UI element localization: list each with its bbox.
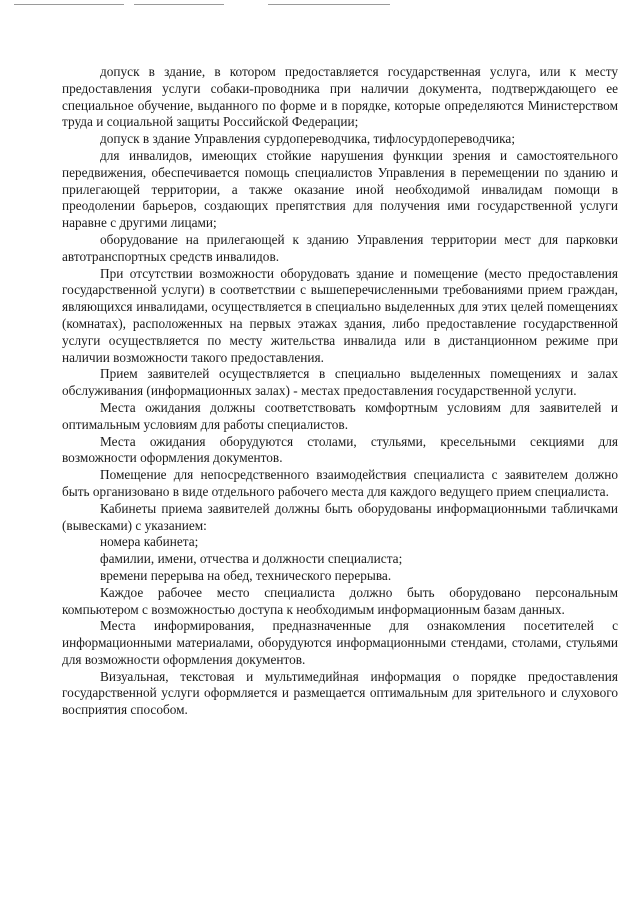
paragraph-reception-halls: Прием заявителей осуществляется в специально выделенных помещениях и залах обслуживания (информационных залах) - местах предоставления государственной услуги. bbox=[62, 366, 618, 399]
paragraph-waiting-furniture: Места ожидания оборудуются столами, стульями, кресельными секциями для возможности оформления документов. bbox=[62, 433, 618, 466]
list-item-room-number: номера кабинета; bbox=[100, 534, 199, 550]
scan-top-line bbox=[268, 4, 390, 5]
paragraph-visual-info: Визуальная, текстовая и мультимедийная информация о порядке предоставления государственной услуги оформляется и размещается оптимальным для зрительного и слухового восприятия способом. bbox=[62, 668, 618, 718]
paragraph-guide-dog-access: допуск в здание, в котором предоставляется государственная услуга, или к месту предоставления услуги собаки-проводника при наличии документа, подтверждающего ее специальное обучение, выданного по форме и в порядке, которые определяются Министерством труда и социальной защиты Российской Федерации; bbox=[62, 64, 618, 130]
scan-top-line bbox=[134, 4, 224, 5]
paragraph-computer: Каждое рабочее место специалиста должно быть оборудовано персональным компьютером с возможностью доступа к необходимым информационным базам данных. bbox=[62, 584, 618, 617]
paragraph-interpreter-access: допуск в здание Управления сурдопереводчика, тифлосурдопереводчика; bbox=[100, 131, 516, 147]
paragraph-info-stands: Места информирования, предназначенные для ознакомления посетителей с информационными материалами, оборудуются информационными стендами, столами, стульями для возможности оформления документов. bbox=[62, 618, 618, 667]
paragraph-waiting-areas: Места ожидания должны соответствовать комфортным условиям для заявителей и оптимальным условиям для работы специалистов. bbox=[62, 399, 618, 432]
list-item-specialist-name: фамилии, имени, отчества и должности специалиста; bbox=[100, 551, 403, 567]
paragraph-workplace: Помещение для непосредственного взаимодействия специалиста с заявителем должно быть организовано в виде отдельного рабочего места для каждого ведущего прием специалиста. bbox=[62, 467, 618, 499]
paragraph-parking: оборудование на прилегающей к зданию Управления территории мест для парковки автотранспортных средств инвалидов. bbox=[62, 231, 618, 264]
list-item-break-time: времени перерыва на обед, технического перерыва. bbox=[100, 567, 392, 583]
document-page bbox=[62, 64, 618, 719]
paragraph-alternative-service: При отсутствии возможности оборудовать здание и помещение (место предоставления государственной услуги) в соответствии с вышеперечисленными требованиями прием граждан, являющихся инвалидами, осуществляется в специально выделенных для этих целей помещениях (комнатах), расположенных на первых этажах здания, либо предоставление государственной услуги осуществляется по месту жительства инвалида или в дистанционном режиме при наличии возможности такого предоставления. bbox=[62, 265, 618, 365]
scan-top-line bbox=[14, 4, 124, 5]
paragraph-assistance: для инвалидов, имеющих стойкие нарушения функции зрения и самостоятельного передвижения, обеспечивается помощь специалистов Управления в перемещении по зданию и прилегающей территории, а также оказание иной необходимой инвалидам помощи в преодолении барьеров, создающих препятствия для получения ими государственной услуги наравне с другими лицами; bbox=[62, 147, 618, 231]
paragraph-signage: Кабинеты приема заявителей должны быть оборудованы информационными табличками (вывесками) с указанием: bbox=[62, 500, 618, 533]
